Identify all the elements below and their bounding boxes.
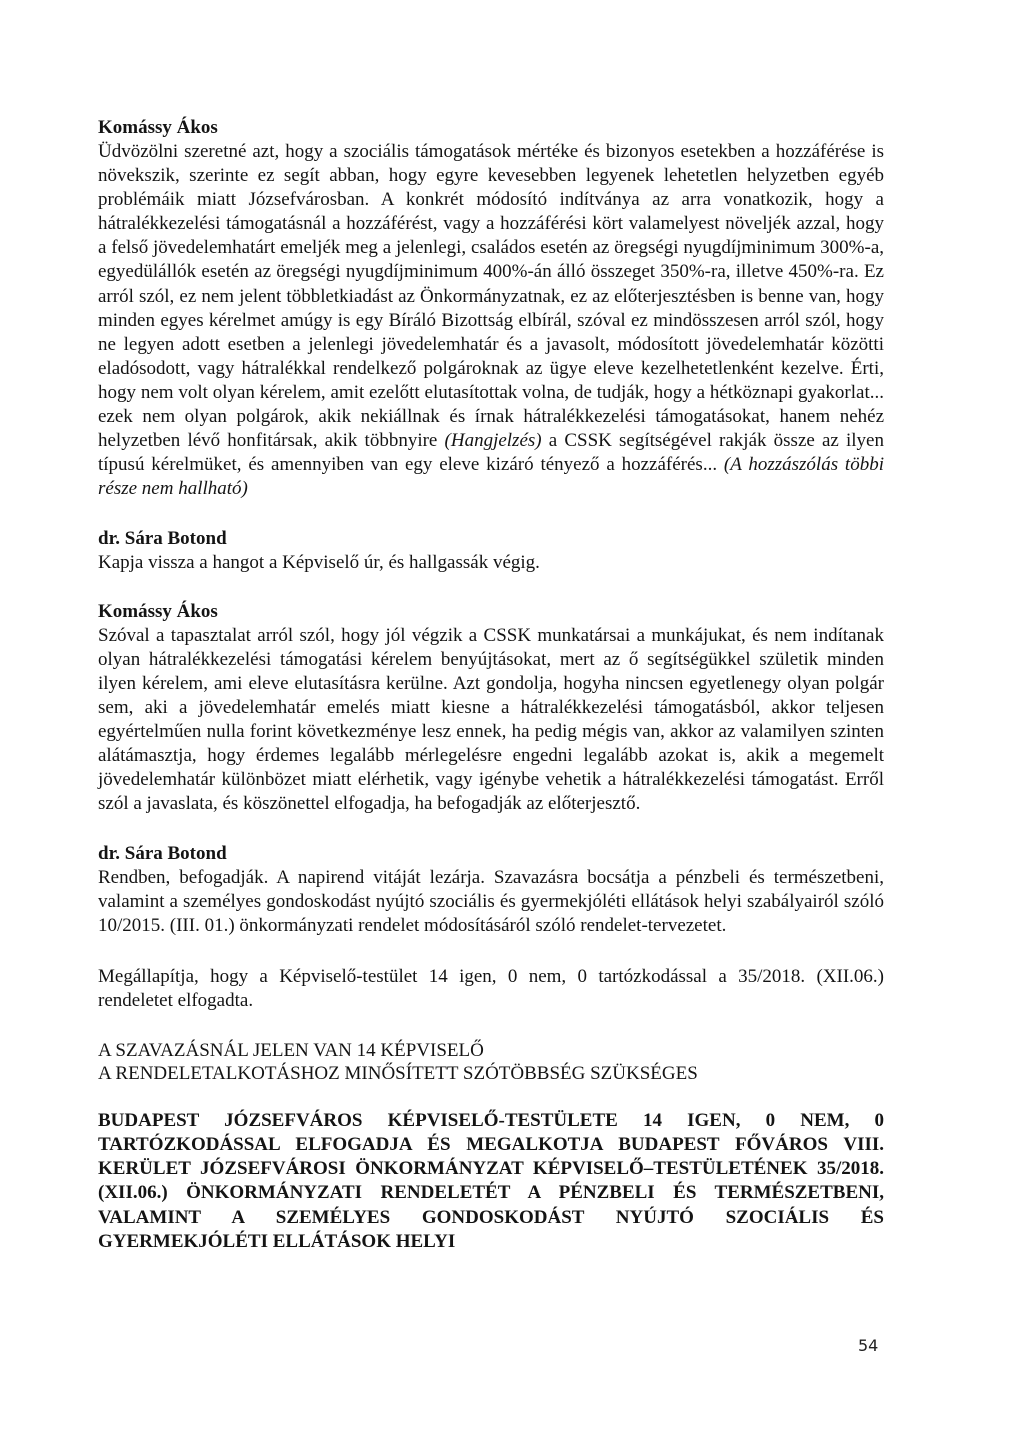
speech-text: Kapja vissza a hangot a Képviselő úr, és hallgassák végig. — [98, 552, 540, 574]
speech-text: Rendben, befogadják. A napirend vitáját lezárja. Szavazásra bocsátja a pénzbeli és természetbeni, valamint a személyes gondoskodást nyújtó szociális és gyermekjóléti ellátások helyi szabályairól szóló 10/2015. (III. 01.) önkormányzati rendelet módosításáról szóló rendelet-tervezetet. — [98, 867, 884, 937]
resolution-text: BUDAPEST JÓZSEFVÁROS KÉPVISELŐ-TESTÜLETE 14 IGEN, 0 NEM, 0 TARTÓZKODÁSSAL ELFOGADJA ÉS MEGALKOTJA BUDAPEST FŐVÁROS VIII. KERÜLET JÓZSEFVÁROSI ÖNKORMÁNYZAT KÉPVISELŐ–TESTÜLETÉNEK 35/2018. (XII.06.) ÖNKORMÁNYZATI RENDELETÉT A PÉNZBELI ÉS TERMÉSZETBENI, VALAMINT A SZEMÉLYES GONDOSKODÁST NYÚJTÓ SZOCIÁLIS ÉS GYERMEKJÓLÉTI ELLÁTÁSOK HELYI — [98, 1109, 884, 1252]
speech-text — [98, 140, 884, 501]
document-page — [98, 116, 884, 1254]
attendance-line: A SZAVAZÁSNÁL JELEN VAN 14 KÉPVISELŐ — [98, 1039, 484, 1061]
speech-block-3 — [98, 600, 884, 817]
speaker-name: Komássy Ákos — [98, 600, 218, 622]
vote-finding: Megállapítja, hogy a Képviselő-testület 14 igen, 0 nem, 0 tartózkodással a 35/2018. (XII.06.) rendeletet elfogadta. — [98, 965, 884, 1011]
majority-line: A RENDELETALKOTÁSHOZ MINŐSÍTETT SZÓTÖBBSÉG SZÜKSÉGES — [98, 1062, 698, 1084]
speech-text-main: Üdvözölni szeretné azt, hogy a szociális támogatások mértéke és bizonyos esetekben a hozzáférése is növekszik, szerinte ez segít abban, hogy egyre kevesebben legyenek lehetetlen helyzetben egyéb problémáik miatt Józsefvárosban. A konkrét módosító indítványa az arra vonatkozik, hogy a hátralékkezelési támogatásnál a hozzáférést, vagy a hozzáférési kört valamelyest növeljék azzal, hogy a felső jövedelemhatárt emeljék meg a jelenlegi, családos esetén az öregségi nyugdíjminimum 300%-a, egyedülállók esetén az öregségi nyugdíjminimum 400%-án álló összeget 350%-ra, illetve 450%-ra. Ez arról szól, ez nem jelent többletkiadást az Önkormányzatnak, ez az előterjesztésben is benne van, hogy minden egyes kérelmet amúgy is egy Bíráló Bizottság elbírál, szóval ez mindösszesen arról szól, hogy ne legyen adott esetben a jelenlegi jövedelemhatár és a javasolt, módosított jövedelemhatár közötti eladósodott, vagy hátralékkal rendelkező polgároknak az ügye eleve kezelhetetlenként kezelve. Érti, hogy nem volt olyan kérelem, amit ezelőtt elutasítottak volna, de tudják, hogy a hétköznapi gyakorlat... ezek nem olyan polgárok, akik nekiállnak és írnak hátralékkezelési támogatásokat, hanem nehéz helyzetben lévő honfitársak, akik többnyire — [98, 141, 884, 452]
speaker-name: dr. Sára Botond — [98, 528, 227, 550]
speaker-name: Komássy Ákos — [98, 117, 218, 138]
stage-note: (A hozzászólás többi része nem hallható) — [98, 454, 884, 500]
speech-text-continued: a CSSK segítségével rakják össze az ilyen típusú kérelmüket, és amennyiben van egy eleve kizáró tényező a hozzáférés... — [98, 430, 884, 476]
page-number: 54 — [858, 1336, 879, 1355]
speech-block-1 — [98, 116, 884, 501]
stage-note: (Hangjelzés) — [444, 430, 542, 452]
speech-text: Szóval a tapasztalat arról szól, hogy jól végzik a CSSK munkatársai a munkájukat, és nem indítanak olyan hátralékkezelési támogatási kérelem benyújtásokat, mert az ő segítségükkel születik minden ilyen kérelem, ami eleve elutasításra kerülne. Azt gondolja, hogyha nincsen egyetlenegy olyan polgár sem, aki a jövedelemhatár emelés miatt kiesne a hátralékkezelési támogatásból, akkor teljesen egyértelműen nulla forint következménye lesz ennek, ha pedig mégis van, akkor az valamilyen szinten alátámasztja, hogy érdemes legalább mérlegelésre engedni legalább azokat is, akik a megemelt jövedelemhatár különbözet miatt elérhetik, vagy igénybe vehetik a hátralékkezelési támogatást. Erről szól a javaslata, és köszönettel elfogadja, ha befogadják az előterjesztő. — [98, 624, 884, 815]
speech-block-4 — [98, 842, 884, 938]
speech-block-2 — [98, 527, 884, 575]
speaker-name: dr. Sára Botond — [98, 843, 227, 865]
